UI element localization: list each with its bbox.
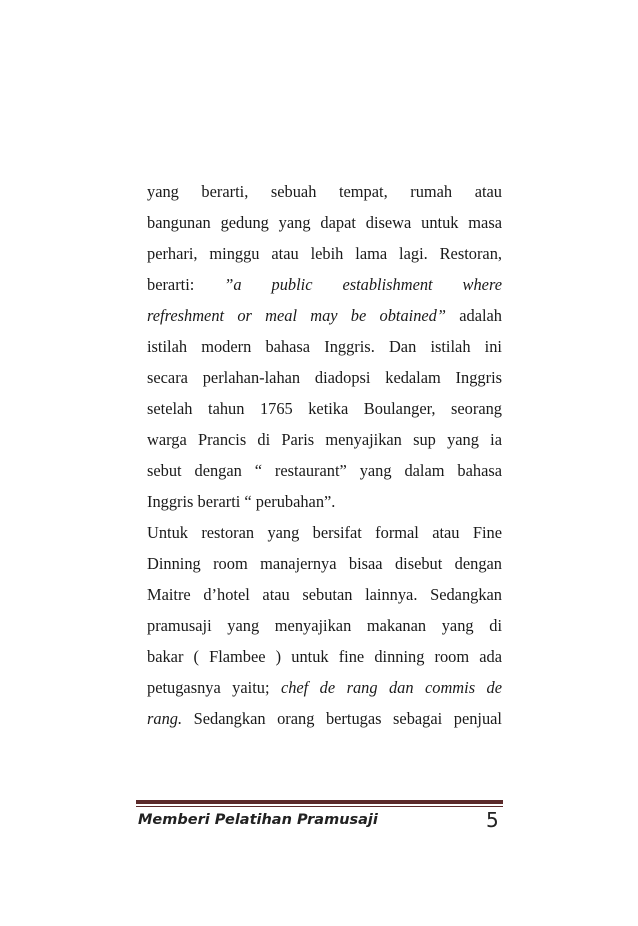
italic-text: rang. xyxy=(147,709,183,728)
text-segment: secara perlahan-lahan diadopsi kedalam Inggris xyxy=(147,368,502,387)
text-line xyxy=(147,424,502,455)
footer-rule-thin xyxy=(136,806,503,807)
text-segment: istilah modern bahasa Inggris. Dan istilah ini xyxy=(147,337,502,356)
text-segment: Sedangkan orang bertugas sebagai penjual xyxy=(182,709,502,728)
text-line xyxy=(147,610,502,641)
text-segment: bangunan gedung yang dapat disewa untuk masa xyxy=(147,213,502,232)
italic-text: refreshment or meal may be obtained” xyxy=(147,306,460,325)
text-line xyxy=(147,486,502,517)
text-segment: warga Prancis di Paris menyajikan sup yang ia xyxy=(147,430,502,449)
text-line xyxy=(147,207,502,238)
text-segment: yang berarti, sebuah tempat, rumah atau xyxy=(147,182,502,201)
text-segment: sebut dengan “ restaurant” yang dalam bahasa xyxy=(147,461,502,480)
text-segment: pramusaji yang menyajikan makanan yang di xyxy=(147,616,502,635)
text-line xyxy=(147,362,502,393)
text-segment: bakar ( Flambee ) untuk fine dinning room ada xyxy=(147,647,502,666)
text-segment: Maitre d’hotel atau sebutan lainnya. Sedangkan xyxy=(147,585,502,604)
text-line xyxy=(147,548,502,579)
text-line xyxy=(147,455,502,486)
text-line xyxy=(147,703,502,734)
text-segment: Untuk restoran yang bersifat formal atau Fine xyxy=(147,523,502,542)
body-text xyxy=(147,176,502,734)
text-segment: adalah xyxy=(459,306,502,325)
text-line xyxy=(147,176,502,207)
italic-text: chef de rang dan commis de xyxy=(280,678,502,697)
text-segment: berarti: xyxy=(147,275,225,294)
text-segment: Inggris berarti “ perubahan”. xyxy=(147,492,336,511)
text-segment: perhari, minggu atau lebih lama lagi. Restoran, xyxy=(147,244,502,263)
text-line xyxy=(147,393,502,424)
text-segment: setelah tahun 1765 ketika Boulanger, seorang xyxy=(147,399,502,418)
text-line xyxy=(147,269,502,300)
text-line xyxy=(147,672,502,703)
footer-title: Memberi Pelatihan Pramusaji xyxy=(138,812,378,828)
text-line xyxy=(147,300,502,331)
italic-text: ”a public establishment where xyxy=(224,275,502,294)
text-line xyxy=(147,238,502,269)
page-number: 5 xyxy=(486,808,499,832)
text-line xyxy=(147,517,502,548)
text-segment: petugasnya yaitu; xyxy=(147,678,281,697)
text-line xyxy=(147,641,502,672)
text-segment: Dinning room manajernya bisaa disebut dengan xyxy=(147,554,502,573)
text-line xyxy=(147,579,502,610)
text-line xyxy=(147,331,502,362)
footer-rule-thick xyxy=(136,800,503,804)
